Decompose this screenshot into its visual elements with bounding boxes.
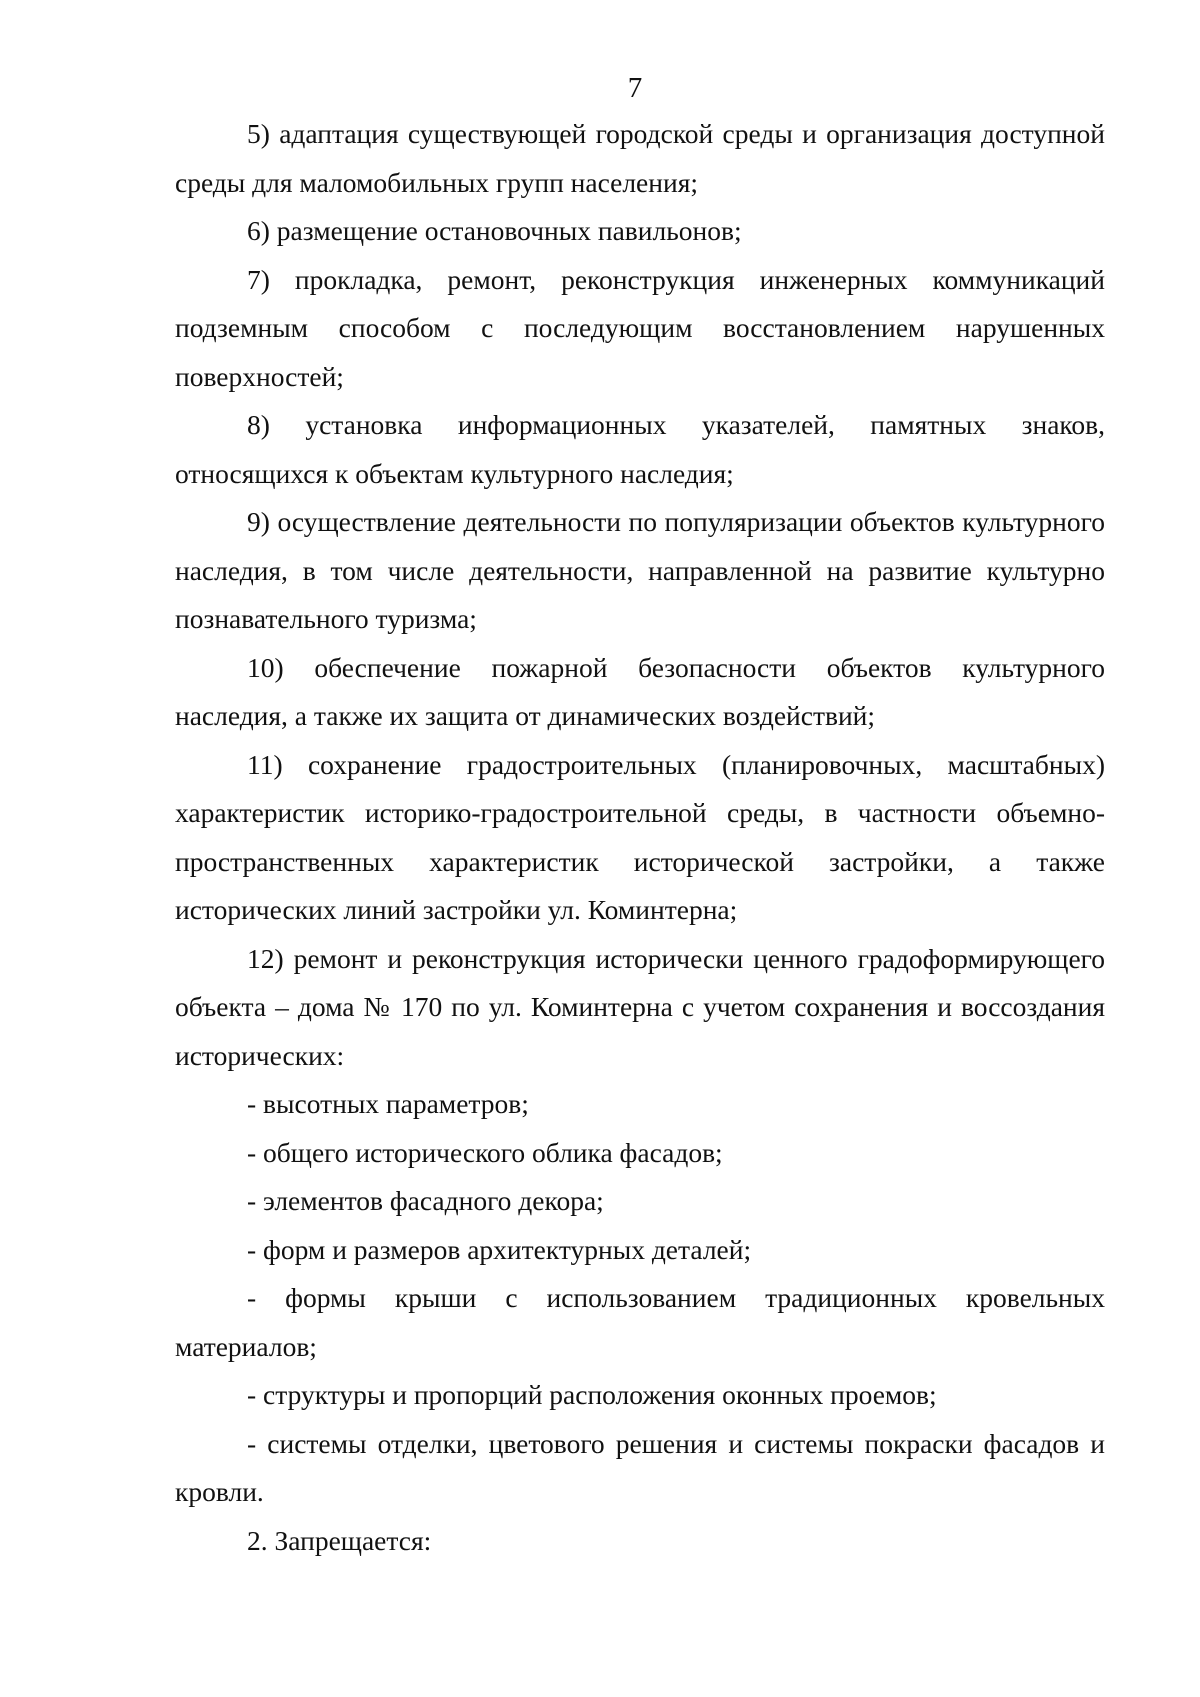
list-item-5: 5) адаптация существующей городской среды и организация доступной среды для маломобильных групп населения; (175, 118, 1105, 198)
list-item-8: 8) установка информационных указателей, памятных знаков, относящихся к объектам культурного наследия; (175, 409, 1105, 489)
sub-item-height: - высотных параметров; (247, 1088, 529, 1119)
document-body (175, 110, 1105, 1565)
page-number: 7 (627, 72, 643, 104)
sub-item-facade-appearance: - общего исторического облика фасадов; (247, 1136, 723, 1168)
list-item-6: 6) размещение остановочных павильонов; (247, 215, 742, 246)
list-item-10: 10) обеспечение пожарной безопасности объектов культурного наследия, а также их защита от динамических воздействий; (175, 651, 1105, 731)
sub-item-architectural-details: - форм и размеров архитектурных деталей; (247, 1233, 752, 1265)
list-item-11: 11) сохранение градостроительных (планировочных, масштабных) характеристик историко-градостроительной среды, в частности объемно-пространственных характеристик исторической застройки, а также исторических линий застройки ул. Коминтерна; (175, 748, 1105, 925)
list-item-7: 7) прокладка, ремонт, реконструкция инженерных коммуникаций подземным способом с последующим восстановлением нарушенных поверхностей; (175, 263, 1105, 392)
list-item-12: 12) ремонт и реконструкция исторически ценного градоформирующего объекта – дома № 170 по ул. Коминтерна с учетом сохранения и воссоздания исторических: (175, 942, 1105, 1071)
section-heading-prohibited: 2. Запрещается: (247, 1524, 432, 1556)
list-item-9: 9) осуществление деятельности по популяризации объектов культурного наследия, в том числе деятельности, направленной на развитие культурно познавательного туризма; (175, 506, 1105, 634)
sub-item-roof-shape: - формы крыши с использованием традиционных кровельных материалов; (175, 1282, 1105, 1362)
sub-item-facade-decor: - элементов фасадного декора; (247, 1185, 604, 1216)
sub-item-finishing-colors: - системы отделки, цветового решения и системы покраски фасадов и кровли. (175, 1427, 1105, 1507)
sub-item-window-openings: - структуры и пропорций расположения оконных проемов; (247, 1379, 937, 1410)
